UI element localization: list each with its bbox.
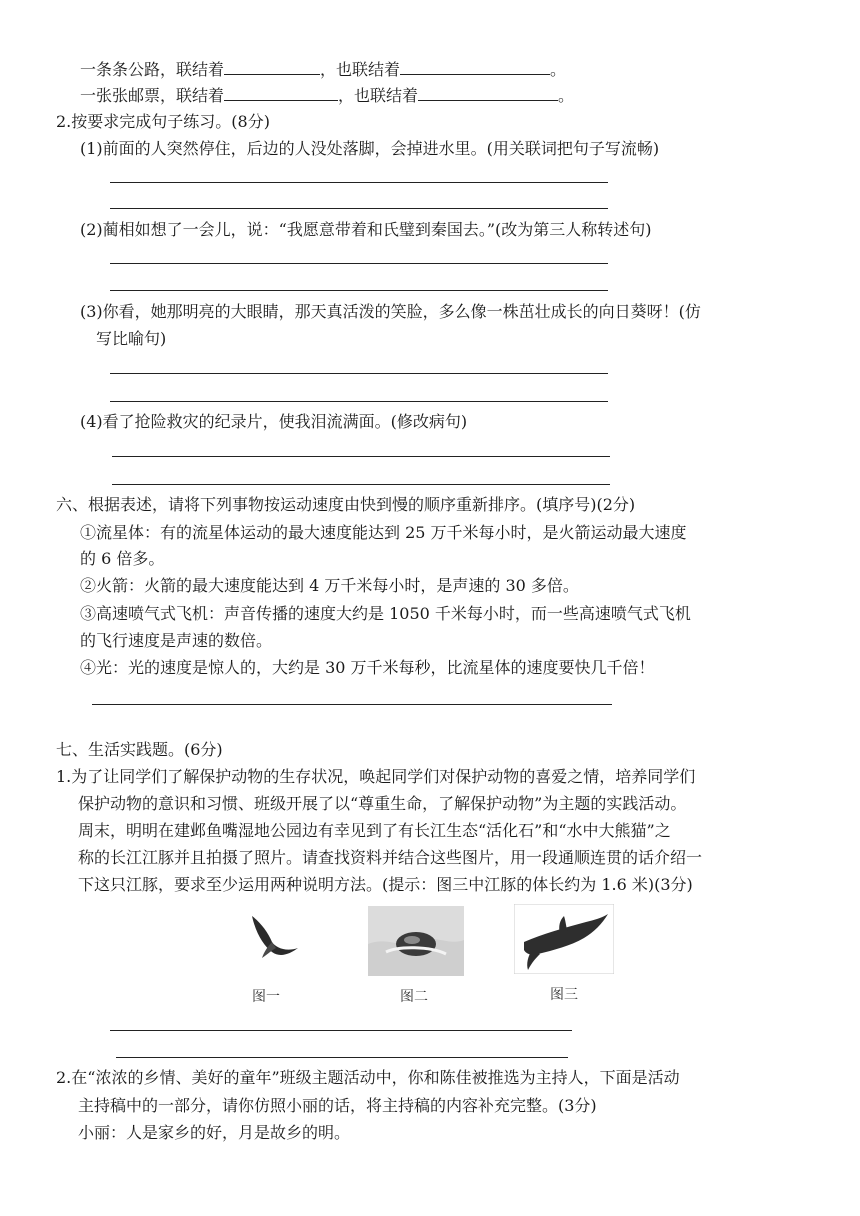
fill-line-2-text-b: ，也联结着 bbox=[338, 86, 419, 105]
section-6-title: 六、根据表述，请将下列事物按运动速度由快到慢的顺序重新排序。(填序号)(2分) bbox=[56, 495, 636, 514]
section-7-q1-line: 1.为了让同学们了解保护动物的生存状况，唤起同学们对保护动物的喜爱之情，培养同学们 bbox=[56, 767, 696, 786]
question-2-sub-4: (4)看了抢险救灾的纪录片，使我泪流满面。(修改病句) bbox=[80, 412, 468, 431]
question-2-sub-2: (2)蔺相如想了一会儿，说：“我愿意带着和氏璧到秦国去。”(改为第三人称转述句) bbox=[80, 220, 652, 239]
figure-3-image bbox=[514, 904, 614, 974]
question-2-sub-3: (3)你看，她那明亮的大眼睛，那天真活泼的笑脸，多么像一株茁壮成长的向日葵呀！(仿 bbox=[80, 302, 701, 321]
section-7-q1-line: 称的长江江豚并且拍摄了照片。请查找资料并结合这些图片，用一段通顺连贯的话介绍一 bbox=[78, 848, 703, 867]
section-7-q2-line: 2.在“浓浓的乡情、美好的童年”班级主题活动中，你和陈佳被推选为主持人，下面是活动 bbox=[56, 1068, 680, 1087]
speed-item-3: ③高速喷气式飞机：声音传播的速度大约是 1050 千米每小时，而一些高速喷气式飞机 bbox=[80, 604, 691, 623]
answer-line[interactable] bbox=[110, 373, 608, 374]
answer-line[interactable] bbox=[110, 263, 608, 264]
answer-line[interactable] bbox=[110, 290, 608, 291]
fill-line-2-text-a: 一张张邮票，联结着 bbox=[80, 86, 225, 105]
answer-line[interactable] bbox=[92, 704, 612, 705]
speed-item-1: ①流星体：有的流星体运动的最大速度能达到 25 万千米每小时，是火箭运动最大速度 bbox=[80, 523, 687, 542]
question-2-title: 2.按要求完成句子练习。(8分) bbox=[56, 112, 270, 131]
figure-1-image bbox=[246, 912, 302, 962]
answer-line[interactable] bbox=[110, 182, 608, 183]
question-2-sub-3-cont: 写比喻句) bbox=[96, 329, 167, 348]
speed-item-3-cont: 的飞行速度是声速的数倍。 bbox=[80, 631, 273, 650]
fill-line-1 bbox=[80, 58, 566, 80]
figure-1-caption: 图一 bbox=[252, 989, 280, 1005]
speed-item-2: ②火箭：火箭的最大速度能达到 4 万千米每小时，是声速的 30 多倍。 bbox=[80, 576, 579, 595]
fill-line-2 bbox=[80, 84, 574, 106]
answer-blank[interactable] bbox=[400, 58, 550, 75]
fill-line-1-end: 。 bbox=[550, 60, 567, 79]
section-7-q1-line: 周末，明明在建邺鱼嘴湿地公园边有幸见到了有长江生态“活化石”和“水中大熊猫”之 bbox=[78, 821, 671, 840]
speed-item-4: ④光：光的速度是惊人的，大约是 30 万千米每秒，比流星体的速度要快几千倍！ bbox=[80, 658, 655, 677]
question-2-sub-1: (1)前面的人突然停住，后边的人没处落脚，会掉进水里。(用关联词把句子写流畅) bbox=[80, 139, 660, 158]
fill-line-1-text-b: ，也联结着 bbox=[320, 60, 401, 79]
answer-line[interactable] bbox=[110, 401, 608, 402]
answer-line[interactable] bbox=[110, 1030, 572, 1031]
answer-blank[interactable] bbox=[224, 58, 320, 75]
speed-item-1-cont: 的 6 倍多。 bbox=[80, 549, 165, 568]
fill-line-2-end: 。 bbox=[558, 86, 575, 105]
section-7-q1-line: 下这只江豚，要求至少运用两种说明方法。(提示：图三中江豚的体长约为 1.6 米)(3分) bbox=[78, 875, 693, 894]
figure-3-caption: 图三 bbox=[550, 987, 578, 1003]
figure-2-caption: 图二 bbox=[400, 989, 428, 1005]
fill-line-1-text-a: 一条条公路，联结着 bbox=[80, 60, 225, 79]
section-7-q2-line: 小丽：人是家乡的好，月是故乡的明。 bbox=[78, 1123, 351, 1142]
answer-line[interactable] bbox=[110, 208, 608, 209]
answer-line[interactable] bbox=[116, 1057, 568, 1058]
section-7-q1-line: 保护动物的意识和习惯、班级开展了以“尊重生命，了解保护动物”为主题的实践活动。 bbox=[78, 794, 687, 813]
answer-blank[interactable] bbox=[224, 84, 338, 101]
answer-line[interactable] bbox=[112, 484, 610, 485]
answer-line[interactable] bbox=[112, 456, 610, 457]
section-7-title: 七、生活实践题。(6分) bbox=[56, 740, 223, 759]
answer-blank[interactable] bbox=[418, 84, 558, 101]
figure-2-image bbox=[368, 906, 464, 976]
section-7-q2-line: 主持稿中的一部分，请你仿照小丽的话，将主持稿的内容补充完整。(3分) bbox=[78, 1096, 597, 1115]
